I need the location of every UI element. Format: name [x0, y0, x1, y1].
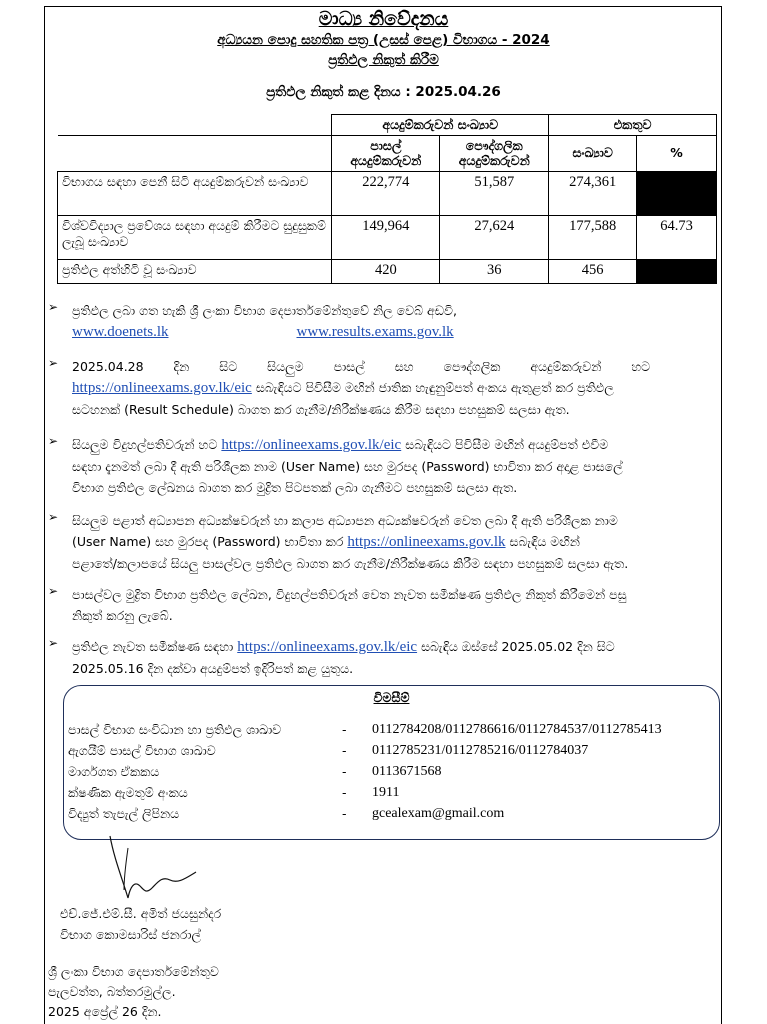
- cell-percent: 64.73: [637, 215, 717, 259]
- cell-private: 36: [440, 259, 549, 283]
- cell-school: 420: [332, 259, 440, 283]
- arrow-bullet-icon: ➢: [48, 636, 59, 650]
- onlineexams-link[interactable]: https://onlineexams.gov.lk: [347, 534, 506, 550]
- arrow-bullet-icon: ➢: [48, 584, 59, 598]
- signatory-name: එච්.ජේ.එම්.සී. අමිත් ජයසුන්දර: [60, 906, 222, 921]
- bullet-2-line-3: සටහනක් (Result Schedule) බාගත කර ගැනීම/නිරීක්ෂණය කිරීම සඳහා පහසුකම් සලසා ඇත.: [72, 402, 570, 417]
- contact-value: 0112784208/0112786616/0112784537/0112785413: [372, 722, 662, 737]
- arrow-bullet-icon: ➢: [48, 434, 59, 448]
- bullet-text: [72, 584, 716, 626]
- cell-blacked-out: [637, 259, 717, 283]
- bullet-2-line-2: සබැඳියට පිවිසීම මඟින් ජාතික හැඳුනුම්පත් අංකය ඇතුළත් කර ප්‍රතිඵල: [255, 380, 614, 395]
- cell-blacked-out: [637, 171, 717, 215]
- arrow-bullet-icon: ➢: [48, 300, 59, 314]
- table-row: [58, 215, 717, 259]
- table-row: [58, 259, 717, 283]
- contact-label: මාර්ගගත ඒකකය: [68, 764, 160, 779]
- bullet-3-line-3: විභාග ප්‍රතිඵල ලේඛනය බාගත කර මුද්‍රිත පිටපතක් ලබා ගැනීමට පහසුකම් සලසා ඇත.: [72, 480, 518, 495]
- bullet-4-line-3: පළාතේ/කලාපයේ සියලු පාසල්වල ප්‍රතිඵල බාගත කර ගැනීම/නිරීක්ෂණය කිරීම සඳහා පහසුකම් සලසා ඇත.: [72, 556, 629, 571]
- cell-total: 274,361: [549, 171, 637, 215]
- bullet-2-line-1: 2025.04.28 දින සිට සියලුම පාසල් සහ පෞද්ගලික අයදුම්කරුවන් හට: [72, 359, 651, 374]
- bullet-4-line-1: සියලුම පළාත් අධ්‍යාපන අධ්‍යක්ෂවරුන් හා කලාප අධ්‍යාපන අධ්‍යක්ෂවරුන් වෙත ලබා දී ඇති පරිශීලක නාම: [72, 513, 618, 528]
- cell-school: 149,964: [332, 215, 440, 259]
- header-total: එකතුව: [549, 115, 717, 136]
- contact-value: gcealexam@gmail.com: [372, 806, 505, 821]
- contact-label: ඇගයීම් පාසල් විභාග ශාඛාව: [68, 743, 216, 758]
- contact-label: විද්‍යුත් තැපැල් ලිපිනය: [68, 806, 180, 821]
- contact-title: විමසීම්: [373, 690, 410, 705]
- bullet-5-line-1: පාසල්වල මුද්‍රිත විභාග ප්‍රතිඵල ලේඛන, විදුහල්පතිවරුන් වෙත නැවත සමීක්ෂණ ප්‍රතිඵල නිකුත් කිරීමෙන් පසු: [72, 587, 627, 602]
- header-candidates: අයදුම්කරුවන් සංඛ්‍යාව: [332, 115, 549, 136]
- bullet-4-line-2b: සබැඳිය මඟින්: [509, 534, 580, 549]
- contact-dash: -: [342, 806, 347, 821]
- contact-row: [64, 785, 719, 805]
- signatory-block: [60, 903, 221, 945]
- contact-row: [64, 764, 719, 784]
- contact-value: 0113671568: [372, 764, 442, 779]
- results-table: [57, 114, 717, 284]
- exam-subtitle: අධ්‍යයන පොදු සහතික පත්‍ර (උසස් පෙළ) විභාගය - 2024: [217, 32, 550, 48]
- contact-dash: -: [342, 764, 347, 779]
- eic-link[interactable]: https://onlineexams.gov.lk/eic: [72, 380, 252, 396]
- bullet-6-line-1a: ප්‍රතිඵල නැවත සමීක්ෂණ සඳහා: [72, 639, 234, 654]
- address-date: 2025 අප්‍රේල් 26 දින.: [48, 1004, 162, 1019]
- contact-label: ක්ෂණික ඇමතුම් අංකය: [68, 785, 188, 800]
- bullet-3-line-2: සඳහා දැනමත් ලබා දී ඇති පරිශීලක නාම (User Name) සහ මුරපද (Password) භාවිතා කර අදාළ පාසලේ: [72, 459, 623, 474]
- bullet-1-text: ප්‍රතිඵල ලබා ගත හැකි ශ්‍රී ලංකා විභාග දෙපාර්තමේන්තුවේ නිල වෙබ් අඩවි,: [72, 303, 457, 318]
- page-title: මාධ්‍ය නිවේදනය: [318, 8, 449, 30]
- bullet-6-line-1b: සබැඳිය ඔස්සේ 2025.05.02 දින සිට: [421, 639, 615, 654]
- contact-dash: -: [342, 722, 347, 737]
- bullet-4-line-2a: (User Name) සහ මුරපද (Password) භාවිතා කර: [72, 534, 344, 549]
- address-line-2: පැලවත්ත, බත්තරමුල්ල.: [48, 984, 176, 999]
- bullet-6-line-2: 2025.05.16 දින දක්වා අයදුම්පත් ඉදිරිපත් කළ යුතුය.: [72, 661, 354, 676]
- contact-dash: -: [342, 785, 347, 800]
- contact-row: [64, 806, 719, 826]
- address-block: [48, 962, 219, 1022]
- cell-private: 51,587: [440, 171, 549, 215]
- contact-label: පාසල් විභාග සංවිධාන හා ප්‍රතිඵල ශාඛාව: [68, 722, 282, 737]
- contact-box: [63, 685, 720, 840]
- eic-link[interactable]: https://onlineexams.gov.lk/eic: [221, 437, 402, 453]
- bullet-3-line-1b: සබැඳියට පිවිසීම මඟින් අයදුම්පත් එවීම: [405, 437, 609, 452]
- address-line-1: ශ්‍රී ලංකා විභාග දෙපාර්තමේන්තුව: [48, 964, 219, 979]
- header-count: සංඛ්‍යාව: [549, 135, 637, 171]
- contact-value: 0112785231/0112785216/0112784037: [372, 743, 589, 758]
- row-label: විභාගය සඳහා පෙනී සිටි අයදුම්කරුවන් සංඛ්‍යාව: [58, 171, 332, 215]
- cell-school: 222,774: [332, 171, 440, 215]
- doenets-link[interactable]: www.doenets.lk: [72, 324, 169, 340]
- bullet-3-line-1a: සියලුම විදුහල්පතිවරුන් හට: [72, 437, 218, 452]
- bullet-text: [72, 510, 716, 574]
- arrow-bullet-icon: ➢: [48, 356, 59, 370]
- blank-corner: [58, 115, 332, 136]
- release-date: ප්‍රතිඵල නිකුත් කළ දිනය : 2025.04.26: [266, 84, 501, 100]
- table-row: [58, 171, 717, 215]
- header-private: පෞද්ගලික අයදුම්කරුවන්: [440, 135, 549, 171]
- bullet-text: [72, 636, 716, 679]
- bullet-text: [72, 356, 716, 420]
- release-heading: ප්‍රතිඵල නිකුත් කිරීම: [328, 52, 439, 68]
- eic-link[interactable]: https://onlineexams.gov.lk/eic: [237, 639, 418, 655]
- bullet-5-line-2: නිකුත් කරනු ලැබේ.: [72, 608, 173, 623]
- header-percent: %: [637, 135, 717, 171]
- contact-row: [64, 722, 719, 742]
- row-label: විශ්වවිද්‍යාල ප්‍රවේශය සඳහා අයදුම් කිරීමට සුදුසුකම් ලැබූ සංඛ්‍යාව: [58, 215, 332, 259]
- results-link[interactable]: www.results.exams.gov.lk: [296, 324, 454, 340]
- bullet-text: [72, 300, 716, 343]
- table-header-row: [58, 115, 717, 136]
- bullet-text: [72, 434, 716, 498]
- arrow-bullet-icon: ➢: [48, 510, 59, 524]
- contact-value: 1911: [372, 785, 400, 800]
- cell-private: 27,624: [440, 215, 549, 259]
- contact-row: [64, 743, 719, 763]
- cell-total: 456: [549, 259, 637, 283]
- signatory-title: විභාග කොමසාරිස් ජනරාල්: [60, 927, 202, 942]
- table-subheader-row: [58, 135, 717, 171]
- contact-dash: -: [342, 743, 347, 758]
- header-school: පාසල් අයදුම්කරුවන්: [332, 135, 440, 171]
- blank-corner-2: [58, 135, 332, 171]
- cell-total: 177,588: [549, 215, 637, 259]
- row-label: ප්‍රතිඵල අත්හිටි වූ සංඛ්‍යාව: [58, 259, 332, 283]
- handwritten-signature: [100, 828, 220, 908]
